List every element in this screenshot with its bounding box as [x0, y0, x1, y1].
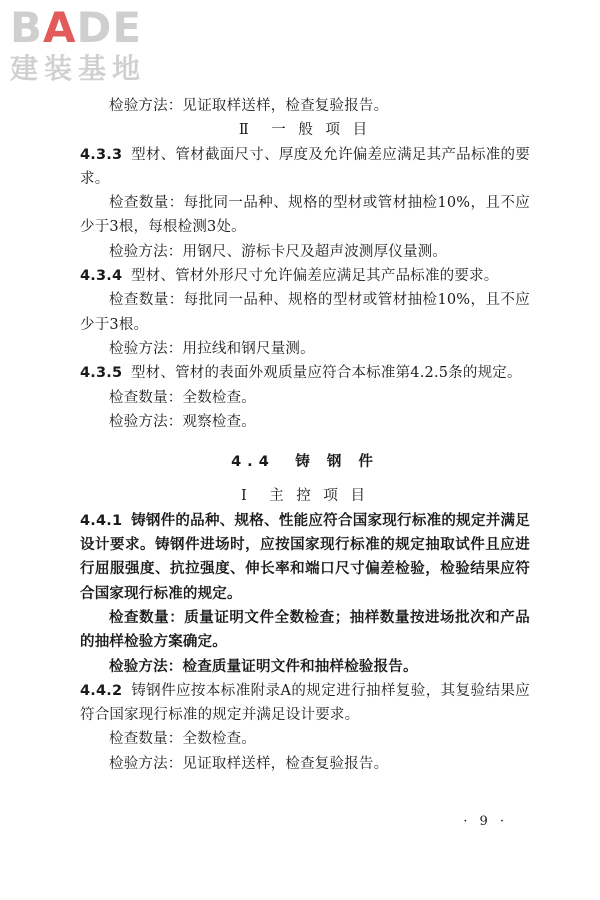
clause-4-3-4: 4.3.4 型材、管材外形尺寸允许偏差应满足其产品标准的要求。: [80, 268, 499, 285]
page-number: · 9 ·: [463, 814, 508, 829]
inspection-method: 检验方法：用钢尺、游标卡尺及超声波测厚仪量测。: [109, 243, 448, 260]
clause-number: 4.4.1: [80, 512, 123, 529]
clause-number: 4.4.2: [80, 682, 123, 699]
inspection-quantity: 检查数量：每批同一品种、规格的型材或管材抽检10%，且不应少于3根。: [80, 292, 530, 333]
inspection-method: 检验方法：见证取样送样，检查复验报告。: [109, 755, 389, 772]
inspection-quantity: 检查数量：质量证明文件全数检查；抽样数量按进场批次和产品的抽样检验方案确定。: [80, 609, 530, 651]
clause-4-4-2: 4.4.2 铸钢件应按本标准附录A的规定进行抽样复验，其复验结果应符合国家现行标准的规定并满足设计要求。: [80, 682, 530, 724]
section-title-4-4: 4.4 铸 钢 件: [231, 454, 379, 471]
inspection-method: 检验方法：观察检查。: [109, 413, 256, 430]
subsection-title-general: Ⅱ 一 般 项 目: [238, 122, 372, 139]
clause-number: 4.3.4: [80, 268, 123, 285]
document-body: [80, 94, 530, 776]
inspection-quantity: 检查数量：全数检查。: [109, 731, 256, 748]
subsection-title-main: Ⅰ 主 控 项 目: [240, 488, 370, 505]
inspection-method: 检验方法：检查质量证明文件和抽样检验报告。: [109, 658, 418, 675]
logo-wordmark: BADE: [10, 3, 143, 52]
clause-4-4-1: 4.4.1 铸钢件的品种、规格、性能应符合国家现行标准的规定并满足设计要求。铸钢件进场时，应按国家现行标准的规定抽取试件且应进行屈服强度、抗拉强度、伸长率和端口尺寸偏差检验，检验结果应符合国家现行标准的规定。: [80, 512, 530, 602]
clause-number: 4.3.5: [80, 365, 123, 382]
inspection-quantity: 检查数量：每批同一品种、规格的型材或管材抽检10%，且不应少于3根，每根检测3处。: [80, 195, 530, 236]
inspection-quantity: 检查数量：全数检查。: [109, 389, 256, 406]
inspection-method: 检验方法：用拉线和钢尺量测。: [109, 340, 315, 357]
clause-number: 4.3.3: [80, 146, 123, 163]
brand-logo: [10, 3, 180, 86]
clause-4-3-3: 4.3.3 型材、管材截面尺寸、厚度及允许偏差应满足其产品标准的要求。: [80, 146, 530, 187]
clause-4-3-5: 4.3.5 型材、管材的表面外观质量应符合本标准第4.2.5条的规定。: [80, 365, 522, 382]
logo-subtitle: 建装基地: [10, 52, 147, 85]
inspection-method: 检验方法：见证取样送样，检查复验报告。: [109, 98, 389, 114]
